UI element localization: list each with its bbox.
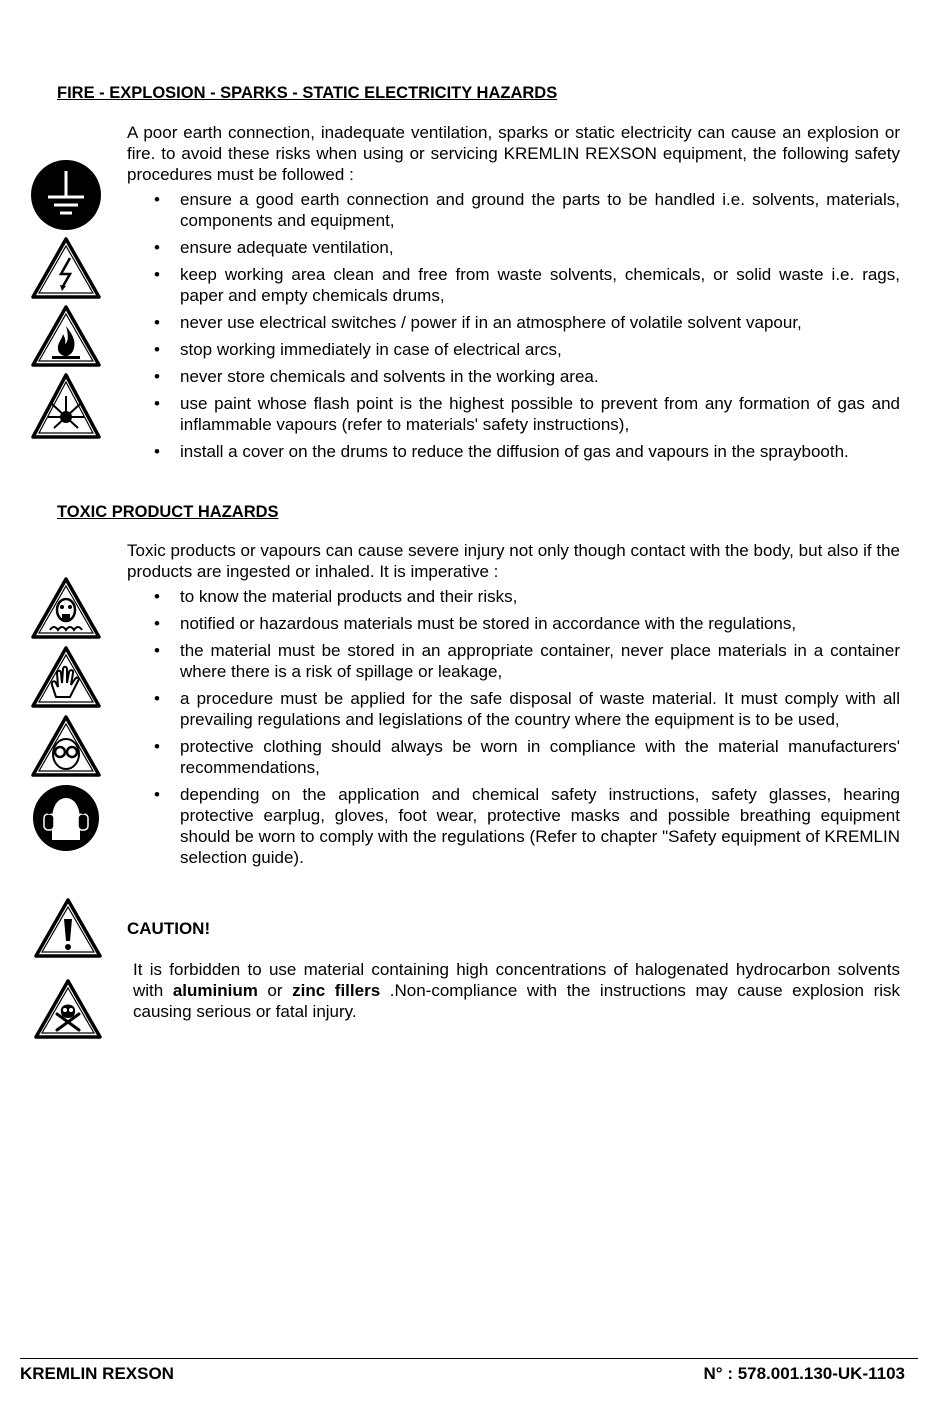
fire-section-body <box>127 122 900 468</box>
footer-document-number: N° : 578.001.130-UK-1103 <box>703 1364 905 1383</box>
toxic-skull-icon <box>33 978 103 1040</box>
caution-text-part: or <box>257 981 293 1000</box>
fire-list <box>127 189 900 462</box>
toxic-list <box>127 586 900 868</box>
list-item: • a procedure must be applied for the safe disposal of waste material. It must comply with all prevailing regulations and legislations of the country where the equipment is to be used, <box>127 688 900 730</box>
list-item: • the material must be stored in an appropriate container, never place materials in a container where there is a risk of spillage or leakage, <box>127 640 900 682</box>
list-item: • to know the material products and their risks, <box>127 586 900 607</box>
explosive-icon <box>30 372 102 440</box>
caution-text-part: It is forbidden to use material containing high concentrations of halogenated hydrocarbon solvents with <box>133 960 900 1000</box>
toxic-intro: Toxic products or vapours can cause severe injury not only though contact with the body, but also if the products are ingested or inhaled. It is imperative : <box>127 541 900 581</box>
list-item: • never store chemicals and solvents in the working area. <box>127 366 900 387</box>
respirator-icon <box>30 576 102 640</box>
toxic-section-body <box>127 540 900 874</box>
list-item: • stop working immediately in case of electrical arcs, <box>127 339 900 360</box>
earth-ground-icon <box>30 159 102 231</box>
list-item: • keep working area clean and free from waste solvents, chemicals, or solid waste i.e. rags, paper and empty chemicals drums, <box>127 264 900 306</box>
warning-exclamation-icon <box>33 897 103 959</box>
list-item: • ensure adequate ventilation, <box>127 237 900 258</box>
list-item: • ensure a good earth connection and ground the parts to be handled i.e. solvents, materials, components and equipment, <box>127 189 900 231</box>
electrical-hazard-icon <box>30 236 102 300</box>
caution-bold-zinc-fillers: zinc fillers <box>292 981 381 1000</box>
list-item: • use paint whose flash point is the highest possible to prevent from any formation of gas and inflammable vapours (refer to materials' safety instructions), <box>127 393 900 435</box>
safety-glasses-icon <box>30 714 102 778</box>
footer-company: KREMLIN REXSON <box>20 1364 174 1383</box>
hearing-protection-icon <box>32 784 100 852</box>
toxic-section-heading: TOXIC PRODUCT HAZARDS <box>57 503 279 521</box>
gloves-icon <box>30 645 102 709</box>
fire-section-heading: FIRE - EXPLOSION - SPARKS - STATIC ELECTRICITY HAZARDS <box>57 84 558 102</box>
list-item: • depending on the application and chemical safety instructions, safety glasses, hearing protective earplug, gloves, foot wear, protective masks and possible breathing equipment should be worn to comply with the regulations (Refer to chapter "Safety equipment of KREMLIN selection guide). <box>127 784 900 868</box>
list-item: • install a cover on the drums to reduce the diffusion of gas and vapours in the spraybooth. <box>127 441 900 462</box>
caution-text-part: .Non-compliance with the instructions may cause explosion risk causing serious or fatal injury. <box>133 981 901 1021</box>
footer-divider <box>20 1358 918 1359</box>
list-item: • never use electrical switches / power if in an atmosphere of volatile solvent vapour, <box>127 312 900 333</box>
flammable-icon <box>30 304 102 368</box>
fire-intro: A poor earth connection, inadequate ventilation, sparks or static electricity can cause an explosion or fire. to avoid these risks when using or servicing KREMLIN REXSON equipment, the following safety procedures must be followed : <box>127 123 900 184</box>
list-item: • notified or hazardous materials must be stored in accordance with the regulations, <box>127 613 900 634</box>
caution-text <box>133 959 900 1022</box>
caution-bold-aluminium: aluminium <box>172 981 258 1000</box>
list-item: • protective clothing should always be worn in compliance with the material manufacturers' recommendations, <box>127 736 900 778</box>
caution-title: CAUTION! <box>127 919 211 938</box>
